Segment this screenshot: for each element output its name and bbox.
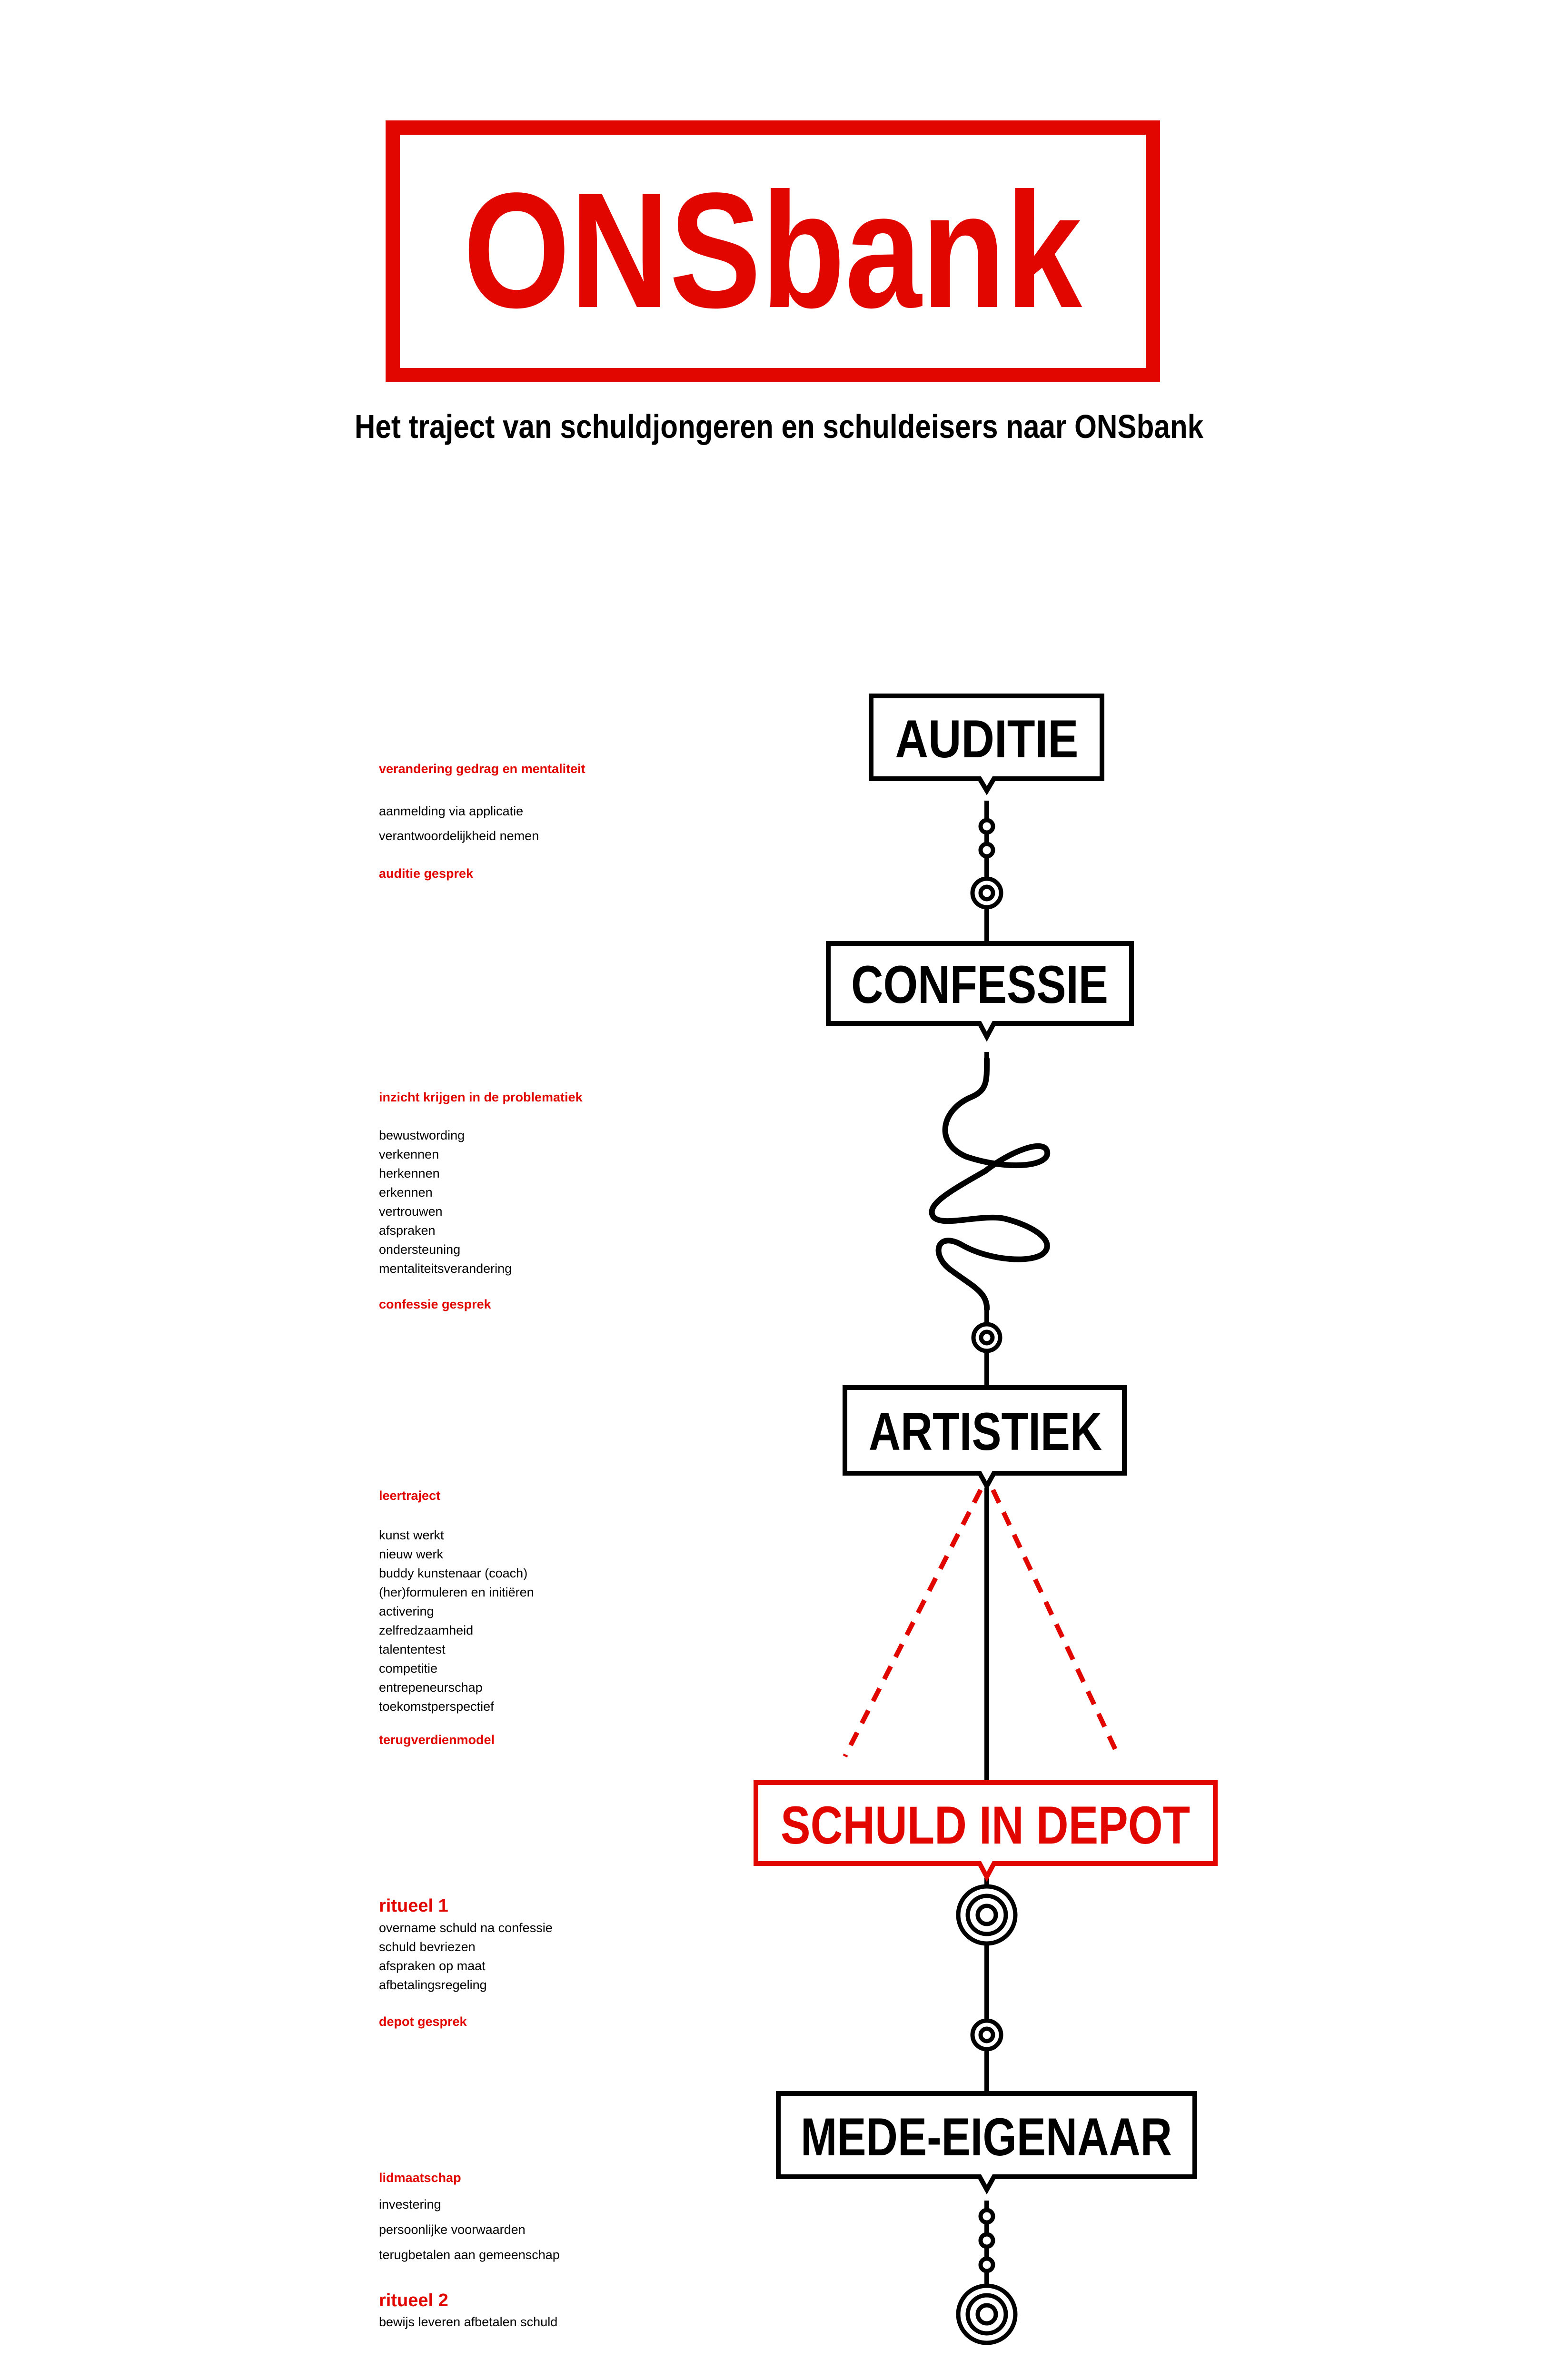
section-5-items [379,2192,560,2268]
section-3-footer: terugverdienmodel [379,1733,495,1747]
list-item: nieuw werk [379,1547,444,1561]
list-item: entrepeneurschap [379,1680,483,1695]
list-item: persoonlijke voorwaarden [379,2222,526,2237]
list-item: talententest [379,1642,446,1656]
list-item: ondersteuning [379,1242,461,1257]
stage-box-artistiek [845,1388,1124,1486]
section-5-heading: lidmaatschap [379,2171,461,2185]
list-item: afspraken [379,1223,436,1238]
list-item: herkennen [379,1166,440,1180]
red-dashed-links [845,1490,1119,1756]
list-item: competitie [379,1661,438,1676]
list-item: verantwoordelijkheid nemen [379,829,539,843]
list-item: aanmelding via applicatie [379,804,524,818]
list-item: overname schuld na confessie [379,1921,553,1935]
list-item: toekomstperspectief [379,1699,494,1714]
section-2-items [379,1126,512,1278]
ring-node-1 [973,879,1001,907]
stage-label: MEDE-EIGENAAR [801,2107,1172,2167]
target-node-2 [958,2286,1015,2343]
list-item: investering [379,2197,441,2211]
stage-label: ARTISTIEK [869,1402,1102,1461]
list-item: buddy kunstenaar (coach) [379,1566,528,1580]
ring-node-3 [973,2021,1001,2049]
stage-label: CONFESSIE [851,955,1108,1014]
section-2-footer: confessie gesprek [379,1297,491,1311]
stage-label: AUDITIE [895,709,1079,769]
node-small-1 [981,820,993,833]
list-item: bewustwording [379,1128,465,1142]
stage-label: SCHULD IN DEPOT [781,1795,1190,1855]
section-5-footer-items [379,2312,557,2331]
onsbank-logo [393,128,1153,375]
list-item: zelfredzaamheid [379,1623,474,1637]
list-item: schuld bevriezen [379,1940,476,1954]
list-item: verkennen [379,1147,439,1161]
list-item: (her)formuleren en initiëren [379,1585,534,1599]
section-4-items [379,1918,553,1994]
section-5-footer: ritueel 2 [379,2291,448,2311]
list-item: kunst werkt [379,1528,444,1542]
node-small-5 [981,2259,993,2271]
section-1-items [379,799,539,848]
target-node-1 [958,1886,1015,1944]
section-1-footer: auditie gesprek [379,866,474,881]
stage-box-schuld-in-depot [756,1783,1215,1877]
section-3-items [379,1526,534,1716]
list-item: erkennen [379,1185,433,1200]
list-item: mentaliteitsverandering [379,1261,512,1276]
list-item: afspraken op maat [379,1959,486,1973]
ring-node-2 [973,1324,1000,1351]
section-1-heading: verandering gedrag en mentaliteit [379,762,585,776]
list-item: activering [379,1604,434,1618]
list-item: vertrouwen [379,1204,443,1219]
coil-spring [932,1059,1048,1309]
node-small-2 [981,844,993,856]
node-small-3 [981,2210,993,2222]
stage-box-confessie [828,943,1131,1037]
section-4-footer: depot gesprek [379,2014,467,2029]
stage-box-auditie [871,696,1102,791]
list-item: afbetalingsregeling [379,1978,487,1992]
stage-box-mede-eigenaar [778,2093,1195,2190]
subtitle: Het traject van schuldjongeren en schuldeisers naar ONSbank [354,408,1204,445]
logo-text: ONSbank [463,159,1083,342]
list-item: bewijs leveren afbetalen schuld [379,2315,558,2329]
section-2-heading: inzicht krijgen in de problematiek [379,1090,583,1104]
node-small-4 [981,2234,993,2247]
section-3-heading: leertraject [379,1488,441,1503]
list-item: terugbetalen aan gemeenschap [379,2248,560,2262]
section-4-heading: ritueel 1 [379,1896,448,1916]
